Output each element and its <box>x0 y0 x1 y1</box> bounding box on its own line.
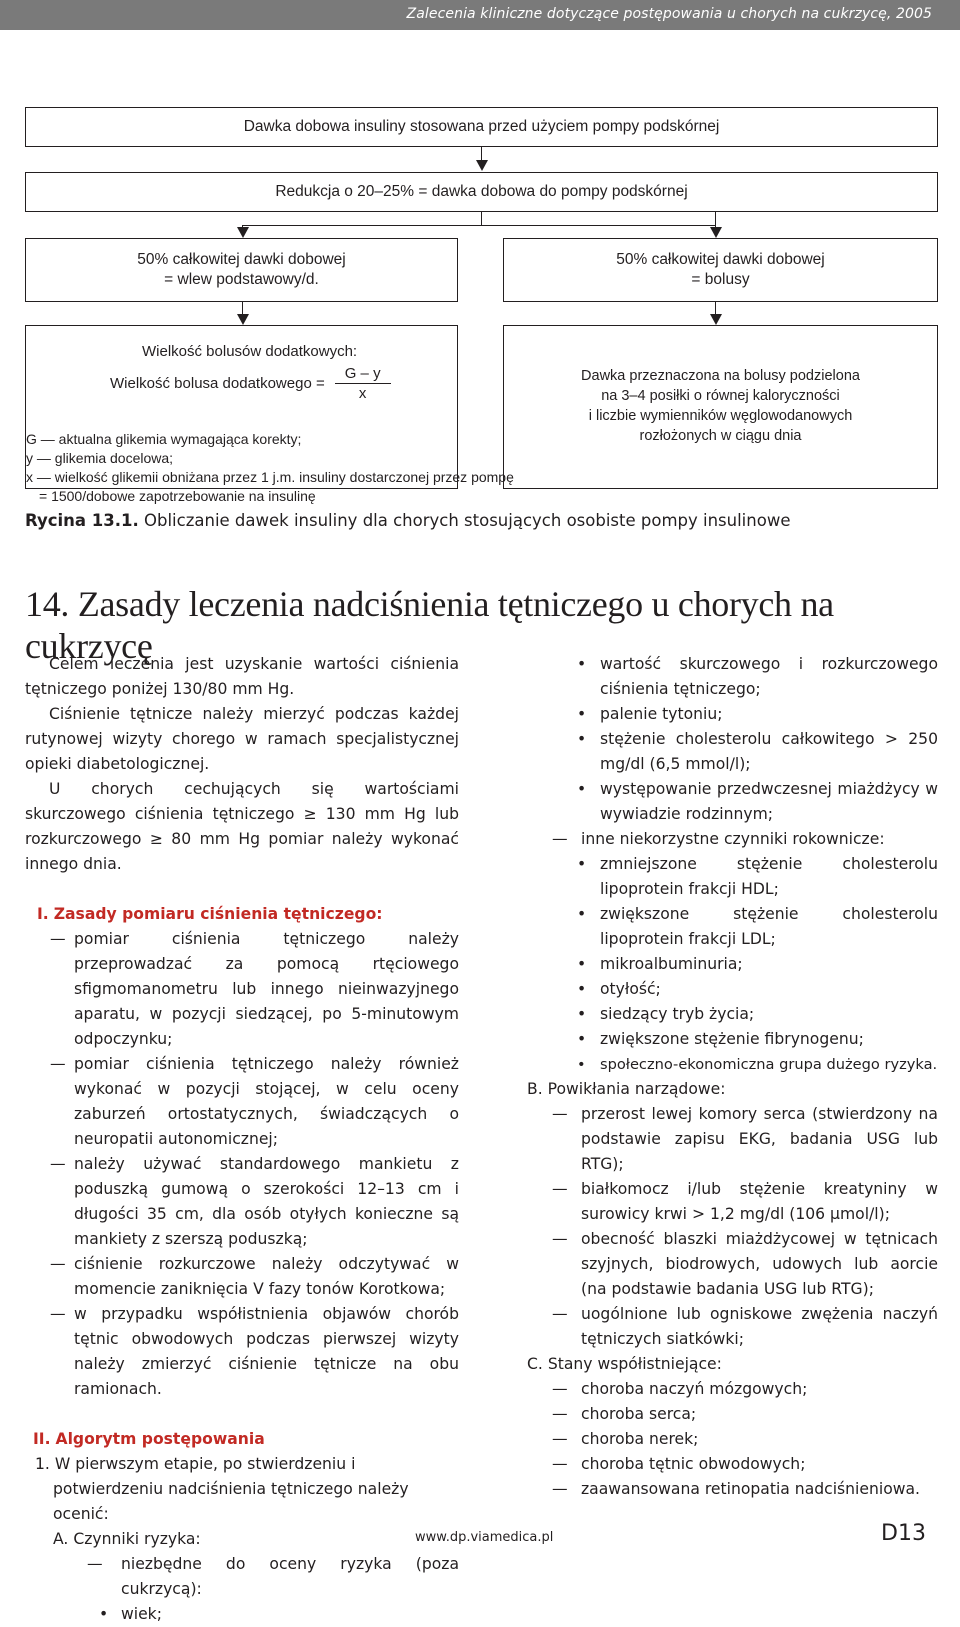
other-factors-dash: — inne niekorzystne czynniki rokownicze: <box>552 830 885 848</box>
subsection-algorithm-heading <box>25 1427 459 1452</box>
comorbidity-text: choroba naczyń mózgowych; <box>581 1380 808 1398</box>
page-number: D13 <box>881 1521 926 1546</box>
legend-g: G — aktualna glikemia wymagająca korekty; <box>26 431 302 447</box>
risk-factors-dash: — niezbędne do oceny ryzyka (poza cukrzycą): <box>87 1555 459 1598</box>
flow-box-additional-bolus <box>25 325 514 504</box>
flow-connector <box>481 147 482 161</box>
comorbidity-item: — choroba naczyń mózgowych; <box>552 1380 808 1398</box>
risk-factor-item: • wartość skurczowego i rozkurczowego ciśnienia tętniczego; <box>577 655 938 698</box>
organ-damage-item: — białkomocz i/lub stężenie kreatyniny w surowicy krwi > 1,2 mg/dl (106 μmol/l); <box>552 1180 938 1223</box>
comorbidities-heading <box>525 1352 938 1377</box>
subsection-number: I. <box>37 905 49 923</box>
comorbidity-text: zaawansowana retinopatia nadciśnieniowa. <box>581 1480 921 1498</box>
bolus-split-line4: rozłożonych w ciągu dnia <box>639 428 802 444</box>
comorbidities-title: Stany współistniejące: <box>547 1355 722 1373</box>
risk-factor-text: palenie tytoniu; <box>600 705 723 723</box>
flow-box-reduction-text: Redukcja o 20–25% = dawka dobowa do pompy podskórnej <box>275 182 688 200</box>
flow-box-daily-dose-text: Dawka dobowa insuliny stosowana przed użyciem pompy podskórnej <box>243 117 720 135</box>
step-number: 1. <box>35 1455 50 1473</box>
flow-box-bolus-split <box>503 325 938 489</box>
organ-damage-item: — uogólnione lub ogniskowe zwężenia naczyń tętniczych siatkówki; <box>552 1305 938 1348</box>
paragraph-measure: Ciśnienie tętnicze należy mierzyć podczas każdej rutynowej wizyty chorego w ramach specjalistycznej opieki diabetologicznej. <box>25 705 459 773</box>
comorbidity-item: — zaawansowana retinopatia nadciśnieniowa. <box>552 1480 921 1498</box>
organ-damage-item: — przerost lewej komory serca (stwierdzony na podstawie zapisu EKG, badania USG lub RTG); <box>552 1105 938 1173</box>
measurement-rule-text: pomiar ciśnienia tętniczego należy również wykonać w pozycji stojącej, w celu oceny zaburzeń ortostatycznych, świadczących o neuropatii autonomicznej; <box>74 1055 459 1148</box>
flow-box-reduction <box>25 172 938 212</box>
flow-arrow <box>710 314 722 325</box>
figure-caption <box>25 511 790 530</box>
risk-factor-item: • wiek; <box>99 1605 162 1623</box>
comorbidity-item: — choroba serca; <box>552 1405 697 1423</box>
comorbidity-item: — choroba tętnic obwodowych; <box>552 1455 806 1473</box>
left-column <box>25 652 459 1627</box>
flow-box-daily-dose <box>25 107 938 147</box>
formula-label: Wielkość bolusa dodatkowego = <box>110 375 325 392</box>
risk-factor-text: wartość skurczowego i rozkurczowego ciśnienia tętniczego; <box>600 655 938 698</box>
flow-box-basal-line2: = wlew podstawowy/d. <box>164 271 319 288</box>
flow-box-bolus-line1: 50% całkowitej dawki dobowej <box>616 250 825 268</box>
organ-damage-text: przerost lewej komory serca (stwierdzony na podstawie zapisu EKG, badania USG lub RTG); <box>581 1105 938 1173</box>
right-column <box>525 652 938 1502</box>
comorbidity-text: choroba tętnic obwodowych; <box>581 1455 806 1473</box>
legend-x: x — wielkość glikemii obniżana przez 1 j.m. insuliny dostarczonej przez pompę <box>26 469 514 485</box>
figure-caption-label: Rycina 13.1. <box>25 511 139 530</box>
measurement-rule-text: pomiar ciśnienia tętniczego należy przeprowadzać za pomocą rtęciowego sfigmomanometru lub innego nieinwazyjnego aparatu, w pozycji siedzącej, po 5-minutowym odpoczynku; <box>74 930 459 1048</box>
risk-factor-text: występowanie przedwczesnej miażdżycy w wywiadzie rodzinnym; <box>600 780 938 823</box>
legend-y: y — glikemia docelowa; <box>26 450 174 466</box>
flow-arrow <box>476 160 488 171</box>
algorithm-step-1 <box>25 1452 459 1527</box>
running-header-title: Zalecenia kliniczne dotyczące postępowania u chorych na cukrzycę, 2005 <box>406 6 932 22</box>
other-factor-item: • otyłość; <box>577 980 661 998</box>
flow-arrow <box>237 314 249 325</box>
subsection-measurement-heading <box>25 902 459 927</box>
section-number: 14. <box>25 584 70 624</box>
flow-box-basal-line1: 50% całkowitej dawki dobowej <box>137 250 346 268</box>
other-factor-text: zwiększone stężenie fibrynogenu; <box>600 1030 864 1048</box>
other-factor-text: zwiększone stężenie cholesterolu lipoprotein frakcji LDL; <box>600 905 938 948</box>
figure-caption-text: Obliczanie dawek insuliny dla chorych stosujących osobiste pompy insulinowe <box>144 511 791 530</box>
footer-url: www.dp.viamedica.pl <box>415 1530 554 1545</box>
comorbidities-letter: C. <box>527 1355 543 1373</box>
measurement-rule: — ciśnienie rozkurczowe należy odczytywać w momencie zaniknięcia V fazy tonów Korotkowa; <box>50 1255 459 1298</box>
flow-arrow <box>237 227 249 238</box>
organ-damage-text: uogólnione lub ogniskowe zwężenia naczyń tętniczych siatkówki; <box>581 1305 938 1348</box>
flow-connector <box>715 212 716 228</box>
paragraph-goal: Celem leczenia jest uzyskanie wartości ciśnienia tętniczego poniżej 130/80 mm Hg. <box>25 655 459 698</box>
flow-box-bolus-line2: = bolusy <box>691 271 750 288</box>
measurement-rule-text: ciśnienie rozkurczowe należy odczytywać w momencie zaniknięcia V fazy tonów Korotkowa; <box>74 1255 459 1298</box>
other-factor-text: mikroalbuminuria; <box>600 955 743 973</box>
comorbidity-text: choroba nerek; <box>581 1430 699 1448</box>
additional-bolus-formula <box>110 364 391 403</box>
bolus-split-line2: na 3–4 posiłki o równej kaloryczności <box>601 388 840 404</box>
subsection-number: II. <box>33 1430 51 1448</box>
subsection-title: Zasady pomiaru ciśnienia tętniczego: <box>53 905 383 923</box>
organ-damage-text: obecność blaszki miażdżycowej w tętnicach szyjnych, biodrowych, udowych lub aorcie (na podstawie badania USG lub RTG); <box>581 1230 938 1298</box>
measurement-rule: — w przypadku współistnienia objawów chorób tętnic obwodowych podczas pierwszej wizyty należy zmierzyć ciśnienie tętnicze na obu ramionach. <box>50 1305 459 1398</box>
other-factor-item: • społeczno-ekonomiczna grupa dużego ryzyka. <box>577 1056 938 1073</box>
section-title: Zasady leczenia nadciśnienia tętniczego u chorych na cukrzycę <box>25 584 834 666</box>
comorbidity-item: — choroba nerek; <box>552 1430 699 1448</box>
other-factor-text: społeczno-ekonomiczna grupa dużego ryzyka. <box>600 1056 938 1073</box>
subsection-title: Algorytm postępowania <box>55 1430 265 1448</box>
legend-x-cont: = 1500/dobowe zapotrzebowanie na insulinę <box>39 488 316 504</box>
other-factor-item: • zmniejszone stężenie cholesterolu lipoprotein frakcji HDL; <box>577 855 938 898</box>
organ-damage-item: — obecność blaszki miażdżycowej w tętnicach szyjnych, biodrowych, udowych lub aorcie (na podstawie badania USG lub RTG); <box>552 1230 938 1298</box>
risk-factor-item: • palenie tytoniu; <box>577 705 723 723</box>
risk-factor-text: wiek; <box>121 1605 162 1623</box>
other-factor-text: zmniejszone stężenie cholesterolu lipoprotein frakcji HDL; <box>600 855 938 898</box>
other-factor-item: • zwiększone stężenie cholesterolu lipoprotein frakcji LDL; <box>577 905 938 948</box>
risk-factor-text: stężenie cholesterolu całkowitego > 250 mg/dl (6,5 mmol/l); <box>600 730 938 773</box>
organ-damage-letter: B. <box>527 1080 543 1098</box>
other-factor-text: otyłość; <box>600 980 661 998</box>
measurement-rule: — pomiar ciśnienia tętniczego należy przeprowadzać za pomocą rtęciowego sfigmomanometru lub innego nieinwazyjnego aparatu, w pozycji siedzącej, po 5-minutowym odpoczynku; <box>50 930 459 1048</box>
risk-factors-title: Czynniki ryzyka: <box>73 1530 201 1548</box>
paragraph-repeat: U chorych cechujących się wartościami skurczowego ciśnienia tętniczego ≥ 130 mm Hg lub rozkurczowego ≥ 80 mm Hg pomiar należy wykonać innego dnia. <box>25 780 459 873</box>
formula-fraction <box>335 364 391 403</box>
other-factor-text: siedzący tryb życia; <box>600 1005 755 1023</box>
formula-denominator: x <box>358 385 367 402</box>
risk-factors-letter: A. <box>53 1530 69 1548</box>
measurement-rule-text: należy używać standardowego mankietu z poduszką gumową o szerokości 12–13 cm i długości 35 cm, dla osób otyłych konieczne są mankiety z szerszą poduszką; <box>74 1155 459 1248</box>
other-factor-item: • siedzący tryb życia; <box>577 1005 755 1023</box>
step-text: W pierwszym etapie, po stwierdzeniu i potwierdzeniu nadciśnienia tętniczego należy ocenić: <box>53 1455 409 1523</box>
other-factor-item: • zwiększone stężenie fibrynogenu; <box>577 1030 864 1048</box>
risk-factors-dash-text: niezbędne do oceny ryzyka (poza cukrzycą): <box>121 1555 459 1598</box>
other-factors-text: inne niekorzystne czynniki rokownicze: <box>581 830 885 848</box>
flow-box-bolus <box>503 238 938 302</box>
measurement-rule: — pomiar ciśnienia tętniczego należy również wykonać w pozycji stojącej, w celu oceny zaburzeń ortostatycznych, świadczących o neuropatii autonomicznej; <box>50 1055 459 1148</box>
flow-connector <box>481 212 482 226</box>
organ-damage-text: białkomocz i/lub stężenie kreatyniny w surowicy krwi > 1,2 mg/dl (106 μmol/l); <box>581 1180 938 1223</box>
organ-damage-title: Powikłania narządowe: <box>547 1080 726 1098</box>
risk-factor-item: • występowanie przedwczesnej miażdżycy w wywiadzie rodzinnym; <box>577 780 938 823</box>
bolus-split-line1: Dawka przeznaczona na bolusy podzielona <box>581 368 860 384</box>
page-header-bar <box>0 0 960 30</box>
flow-box-basal <box>25 238 458 302</box>
additional-bolus-title: Wielkość bolusów dodatkowych: <box>142 343 358 360</box>
other-factor-item: • mikroalbuminuria; <box>577 955 743 973</box>
organ-damage-heading <box>525 1077 938 1102</box>
flow-connector <box>242 225 716 226</box>
formula-numerator: G – y <box>335 364 391 384</box>
comorbidity-text: choroba serca; <box>581 1405 697 1423</box>
risk-factor-item: • stężenie cholesterolu całkowitego > 250 mg/dl (6,5 mmol/l); <box>577 730 938 773</box>
measurement-rule-text: w przypadku współistnienia objawów chorób tętnic obwodowych podczas pierwszej wizyty należy zmierzyć ciśnienie tętnicze na obu ramionach. <box>74 1305 459 1398</box>
flow-arrow <box>710 227 722 238</box>
risk-factors-heading <box>25 1527 459 1552</box>
bolus-split-line3: i liczbie wymienników węglowodanowych <box>588 408 853 424</box>
measurement-rule: — należy używać standardowego mankietu z poduszką gumową o szerokości 12–13 cm i długości 35 cm, dla osób otyłych konieczne są mankiety z szerszą poduszką; <box>50 1155 459 1248</box>
